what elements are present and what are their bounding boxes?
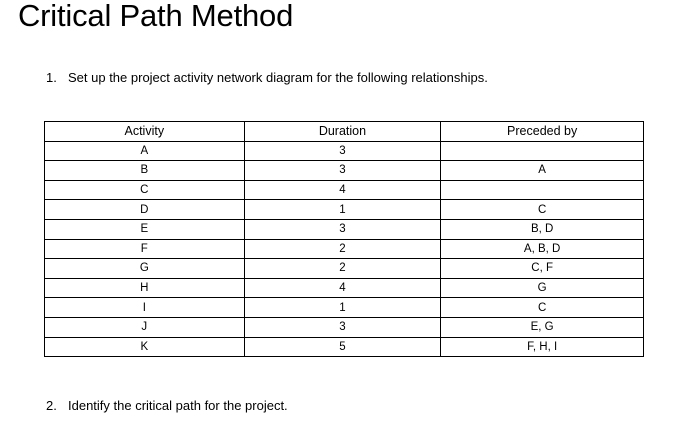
table-body — [45, 141, 644, 357]
cell-activity: D — [45, 200, 245, 220]
cell-preceded-by: A — [441, 161, 644, 181]
cell-preceded-by: B, D — [441, 219, 644, 239]
cell-activity: K — [45, 337, 245, 357]
table-header-row — [45, 122, 644, 142]
cell-activity: E — [45, 219, 245, 239]
cell-preceded-by: C, F — [441, 259, 644, 279]
cell-activity: C — [45, 180, 245, 200]
cell-activity: H — [45, 278, 245, 298]
cell-duration: 3 — [244, 141, 441, 161]
cell-duration: 1 — [244, 298, 441, 318]
question-1 — [46, 70, 488, 86]
table-row — [45, 180, 644, 200]
cell-duration: 2 — [244, 239, 441, 259]
table-row — [45, 219, 644, 239]
table-row — [45, 298, 644, 318]
table-row — [45, 200, 644, 220]
table-row — [45, 317, 644, 337]
cell-preceded-by: A, B, D — [441, 239, 644, 259]
table-row — [45, 141, 644, 161]
cell-preceded-by: F, H, I — [441, 337, 644, 357]
cell-duration: 2 — [244, 259, 441, 279]
table-row — [45, 239, 644, 259]
question-2 — [46, 398, 288, 414]
question-1-number: 1. — [46, 70, 57, 85]
cell-preceded-by: C — [441, 200, 644, 220]
cell-duration: 5 — [244, 337, 441, 357]
cell-duration: 1 — [244, 200, 441, 220]
question-2-text: Identify the critical path for the project. — [68, 398, 288, 413]
cell-activity: I — [45, 298, 245, 318]
cell-activity: F — [45, 239, 245, 259]
cell-preceded-by — [441, 180, 644, 200]
header-activity: Activity — [45, 122, 245, 142]
cell-preceded-by — [441, 141, 644, 161]
table-row — [45, 259, 644, 279]
cell-preceded-by: C — [441, 298, 644, 318]
cell-duration: 3 — [244, 219, 441, 239]
table-row — [45, 337, 644, 357]
activity-table — [44, 121, 644, 357]
cell-activity: G — [45, 259, 245, 279]
cell-preceded-by: G — [441, 278, 644, 298]
cell-duration: 3 — [244, 161, 441, 181]
cell-duration: 4 — [244, 278, 441, 298]
table-row — [45, 278, 644, 298]
cell-activity: A — [45, 141, 245, 161]
cell-activity: B — [45, 161, 245, 181]
header-preceded-by: Preceded by — [441, 122, 644, 142]
cell-duration: 4 — [244, 180, 441, 200]
header-duration: Duration — [244, 122, 441, 142]
question-1-text: Set up the project activity network diagram for the following relationships. — [68, 70, 488, 85]
table-row — [45, 161, 644, 181]
question-2-number: 2. — [46, 398, 57, 413]
page-title: Critical Path Method — [18, 0, 294, 33]
cell-activity: J — [45, 317, 245, 337]
cell-preceded-by: E, G — [441, 317, 644, 337]
cell-duration: 3 — [244, 317, 441, 337]
